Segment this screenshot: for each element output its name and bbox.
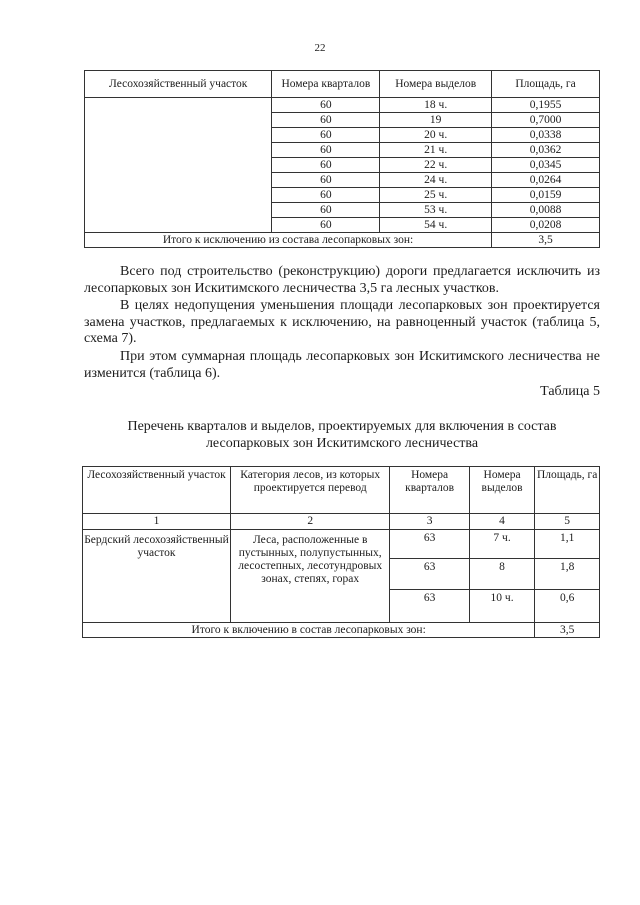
- plot-cell: 19: [380, 113, 492, 128]
- area-cell: 0,0362: [492, 143, 600, 158]
- table-row: [83, 530, 600, 559]
- area-cell: 0,1955: [492, 98, 600, 113]
- site-cell-empty: [85, 98, 272, 233]
- paragraph-unchanged: При этом суммарная площадь лесопарковых зон Искитимского лесничества не изменится (таблица 6).: [84, 349, 600, 381]
- quarter-cell: 60: [272, 113, 380, 128]
- col-number: 3: [390, 514, 469, 530]
- quarter-cell: 60: [272, 218, 380, 233]
- table-header-row: [83, 467, 600, 514]
- table2-title: Перечень кварталов и выделов, проектируемых для включения в состав лесопарковых зон Искитимского лесничества: [127, 419, 557, 451]
- table-header-row: [85, 71, 600, 98]
- area-cell: 1,8: [535, 559, 600, 590]
- quarter-cell: 63: [390, 530, 469, 559]
- page-number: 22: [314, 42, 326, 54]
- paragraph-total: Всего под строительство (реконструкцию) дороги предлагается исключить из лесопарковых зон Искитимского лесничества 3,5 га лесных участков.: [84, 264, 600, 296]
- col-number: 4: [469, 514, 535, 530]
- header-quarters: Номера кварталов: [390, 467, 469, 514]
- col-number: 5: [535, 514, 600, 530]
- quarter-cell: 60: [272, 158, 380, 173]
- header-site: Лесохозяйственный участок: [85, 71, 272, 98]
- paragraph-replacement: В целях недопущения уменьшения площади лесопарковых зон проектируется замена участков, предлагаемых к исключению, на равноценный участок (таблица 5, схема 7).: [84, 298, 600, 346]
- exclusion-table: [84, 70, 600, 248]
- header-plots: Номера выделов: [380, 71, 492, 98]
- area-cell: 0,0159: [492, 188, 600, 203]
- plot-cell: 24 ч.: [380, 173, 492, 188]
- total-row: [85, 233, 600, 248]
- plot-cell: 7 ч.: [469, 530, 535, 559]
- header-quarters: Номера кварталов: [272, 71, 380, 98]
- area-cell: 0,0264: [492, 173, 600, 188]
- header-area: Площадь, га: [492, 71, 600, 98]
- area-cell: 0,0088: [492, 203, 600, 218]
- category-cell: Леса, расположенные в пустынных, полупустынных, лесостепных, лесотундровых зонах, степях, горах: [230, 530, 389, 623]
- col-number: 1: [83, 514, 231, 530]
- plot-cell: 21 ч.: [380, 143, 492, 158]
- plot-cell: 54 ч.: [380, 218, 492, 233]
- header-plots: Номера выделов: [469, 467, 535, 514]
- plot-cell: 20 ч.: [380, 128, 492, 143]
- header-site: Лесохозяйственный участок: [83, 467, 231, 514]
- total-value: 3,5: [535, 623, 600, 638]
- plot-cell: 18 ч.: [380, 98, 492, 113]
- quarter-cell: 60: [272, 98, 380, 113]
- col-number: 2: [230, 514, 389, 530]
- area-cell: 1,1: [535, 530, 600, 559]
- quarter-cell: 60: [272, 143, 380, 158]
- plot-cell: 22 ч.: [380, 158, 492, 173]
- area-cell: 0,7000: [492, 113, 600, 128]
- total-value: 3,5: [492, 233, 600, 248]
- quarter-cell: 60: [272, 128, 380, 143]
- total-row: [83, 623, 600, 638]
- area-cell: 0,6: [535, 590, 600, 623]
- plot-cell: 8: [469, 559, 535, 590]
- plot-cell: 10 ч.: [469, 590, 535, 623]
- plot-cell: 53 ч.: [380, 203, 492, 218]
- site-cell: Бердский лесохозяйственный участок: [83, 530, 231, 623]
- quarter-cell: 63: [390, 590, 469, 623]
- area-cell: 0,0208: [492, 218, 600, 233]
- area-cell: 0,0338: [492, 128, 600, 143]
- inclusion-table: [82, 466, 600, 638]
- quarter-cell: 60: [272, 188, 380, 203]
- area-cell: 0,0345: [492, 158, 600, 173]
- header-area: Площадь, га: [535, 467, 600, 514]
- quarter-cell: 60: [272, 173, 380, 188]
- table-label: Таблица 5: [540, 384, 600, 399]
- column-number-row: [83, 514, 600, 530]
- total-label: Итого к исключению из состава лесопарковых зон:: [85, 233, 492, 248]
- total-label: Итого к включению в состав лесопарковых зон:: [83, 623, 535, 638]
- quarter-cell: 63: [390, 559, 469, 590]
- header-category: Категория лесов, из которых проектируется перевод: [230, 467, 389, 514]
- table-row: [85, 98, 600, 113]
- quarter-cell: 60: [272, 203, 380, 218]
- plot-cell: 25 ч.: [380, 188, 492, 203]
